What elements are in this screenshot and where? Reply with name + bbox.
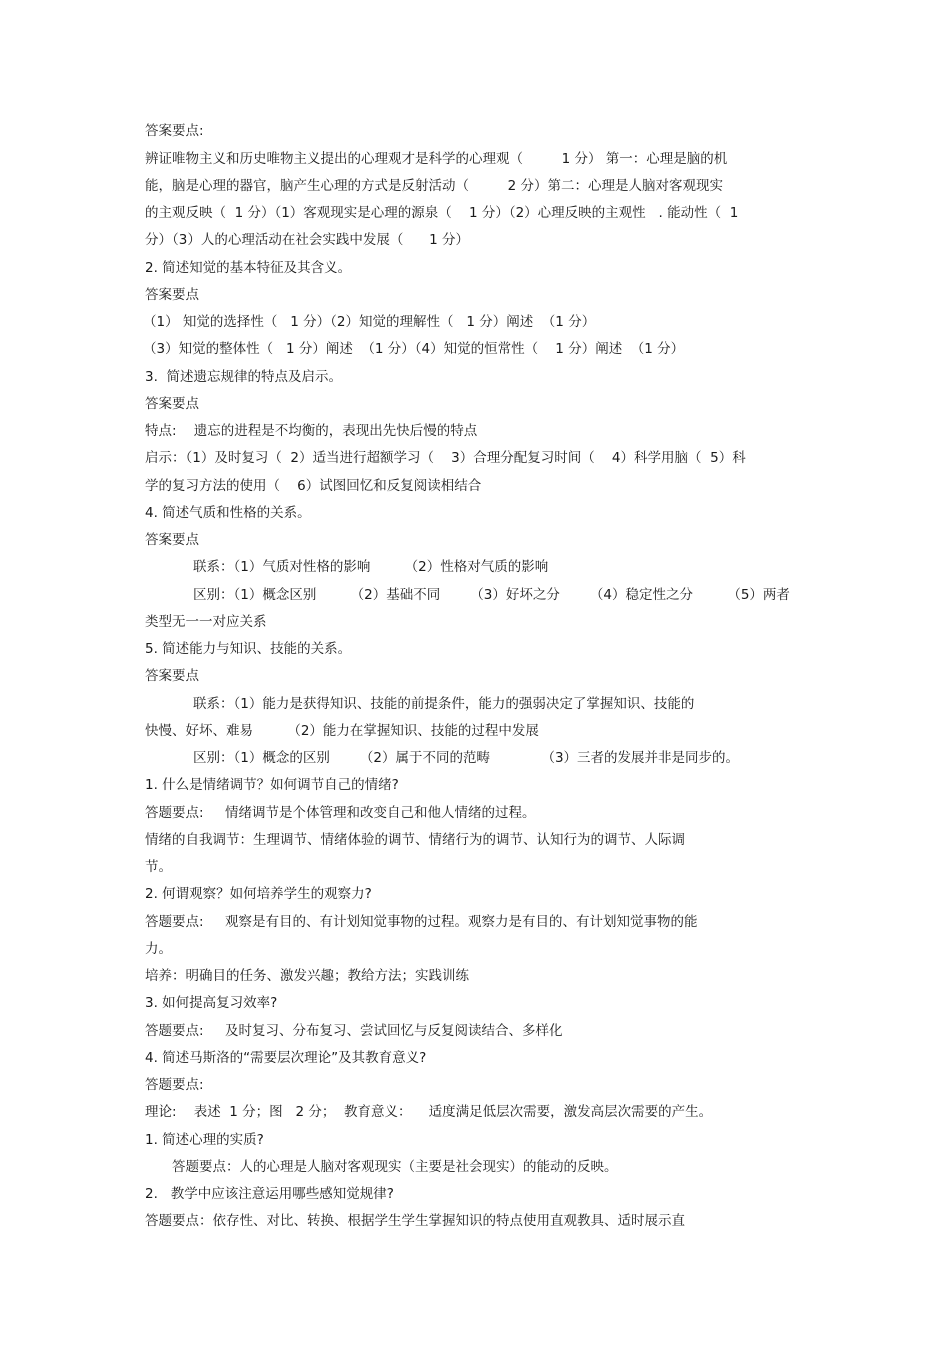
text-line: 答题要点: 及时复习、分布复习、尝试回忆与反复阅读结合、多样化 [145, 1023, 563, 1039]
text-line: 培养：明确目的任务、激发兴趣；教给方法；实践训练 [145, 968, 469, 984]
text-line: 答题要点: [145, 1077, 204, 1093]
text-line: 联系：（1）气质对性格的影响 （2）性格对气质的影响 [193, 559, 549, 575]
text-line: 区别：（1）概念的区别 （2）属于不同的范畴 （3）三者的发展并非是同步的。 [193, 750, 740, 766]
text-line: 类型无一一对应关系 [145, 614, 267, 630]
question-heading: 4. 简述气质和性格的关系。 [145, 505, 311, 521]
text-line: 能，脑是心理的器官，脑产生心理的方式是反射活动（ 2 分）第二：心理是人脑对客观现实 [145, 178, 724, 194]
question-heading: 3. 如何提高复习效率? [145, 995, 278, 1011]
text-line: 答案要点: [145, 123, 204, 139]
text-line: 启示：（1）及时复习（ 2）适当进行超额学习（ 3）合理分配复习时间（ 4）科学用脑（ 5）科 [145, 450, 746, 466]
text-line: 的主观反映（ 1 分）（1）客观现实是心理的源泉（ 1 分）（2）心理反映的主观性 . 能动性（ 1 [145, 205, 739, 221]
question-heading: 2. 简述知觉的基本特征及其含义。 [145, 260, 352, 276]
text-line: 力。 [145, 941, 172, 957]
question-heading: 5. 简述能力与知识、技能的关系。 [145, 641, 352, 657]
text-line: 情绪的自我调节：生理调节、情绪体验的调节、情绪行为的调节、认知行为的调节、人际调 [145, 832, 685, 848]
text-line: 答题要点: 观察是有目的、有计划知觉事物的过程。观察力是有目的、有计划知觉事物的能 [145, 914, 698, 930]
text-line: 理论: 表述 1 分；图 2 分； 教育意义： 适度满足低层次需要，激发高层次需要的产生。 [145, 1104, 713, 1120]
text-line: 答案要点 [145, 396, 199, 412]
text-line: 答案要点 [145, 668, 199, 684]
text-line: 学的复习方法的使用（ 6）试图回忆和反复阅读相结合 [145, 478, 482, 494]
text-line: 联系：（1）能力是获得知识、技能的前提条件，能力的强弱决定了掌握知识、技能的 [193, 696, 695, 712]
text-line: 答题要点: 情绪调节是个体管理和改变自己和他人情绪的过程。 [145, 805, 536, 821]
text-line: 辨证唯物主义和历史唯物主义提出的心理观才是科学的心理观（ 1 分） 第一：心理是脑的机 [145, 151, 728, 167]
question-heading: 4. 简述马斯洛的“需要层次理论”及其教育意义? [145, 1050, 427, 1066]
text-line: 区别：（1）概念区别 （2）基础不同 （3）好坏之分 （4）稳定性之分 （5）两者 [193, 587, 790, 603]
text-line: （1） 知觉的选择性（ 1 分）（2）知觉的理解性（ 1 分）阐述 （1 分） [143, 314, 596, 330]
text-line: 分）（3）人的心理活动在社会实践中发展（ 1 分） [145, 232, 469, 248]
question-heading: 1. 什么是情绪调节？如何调节自己的情绪? [145, 777, 399, 793]
text-line: 特点: 遗忘的进程是不均衡的，表现出先快后慢的特点 [145, 423, 478, 439]
question-heading: 3. 简述遗忘规律的特点及启示。 [145, 369, 342, 385]
question-heading: 2. 教学中应该注意运用哪些感知觉规律? [145, 1186, 394, 1202]
text-line: 答题要点：人的心理是人脑对客观现实（主要是社会现实）的能动的反映。 [172, 1159, 618, 1175]
text-line: （3）知觉的整体性（ 1 分）阐述 （1 分）（4）知觉的恒常性（ 1 分）阐述 （1 分） [143, 341, 685, 357]
text-line: 节。 [145, 859, 172, 875]
text-line: 答案要点 [145, 287, 199, 303]
question-heading: 2. 何谓观察？如何培养学生的观察力? [145, 886, 372, 902]
question-heading: 1. 简述心理的实质? [145, 1132, 264, 1148]
text-line: 答案要点 [145, 532, 199, 548]
text-line: 快慢、好坏、难易 （2）能力在掌握知识、技能的过程中发展 [145, 723, 539, 739]
text-line: 答题要点：依存性、对比、转换、根据学生学生掌握知识的特点使用直观教具、适时展示直 [145, 1213, 685, 1229]
